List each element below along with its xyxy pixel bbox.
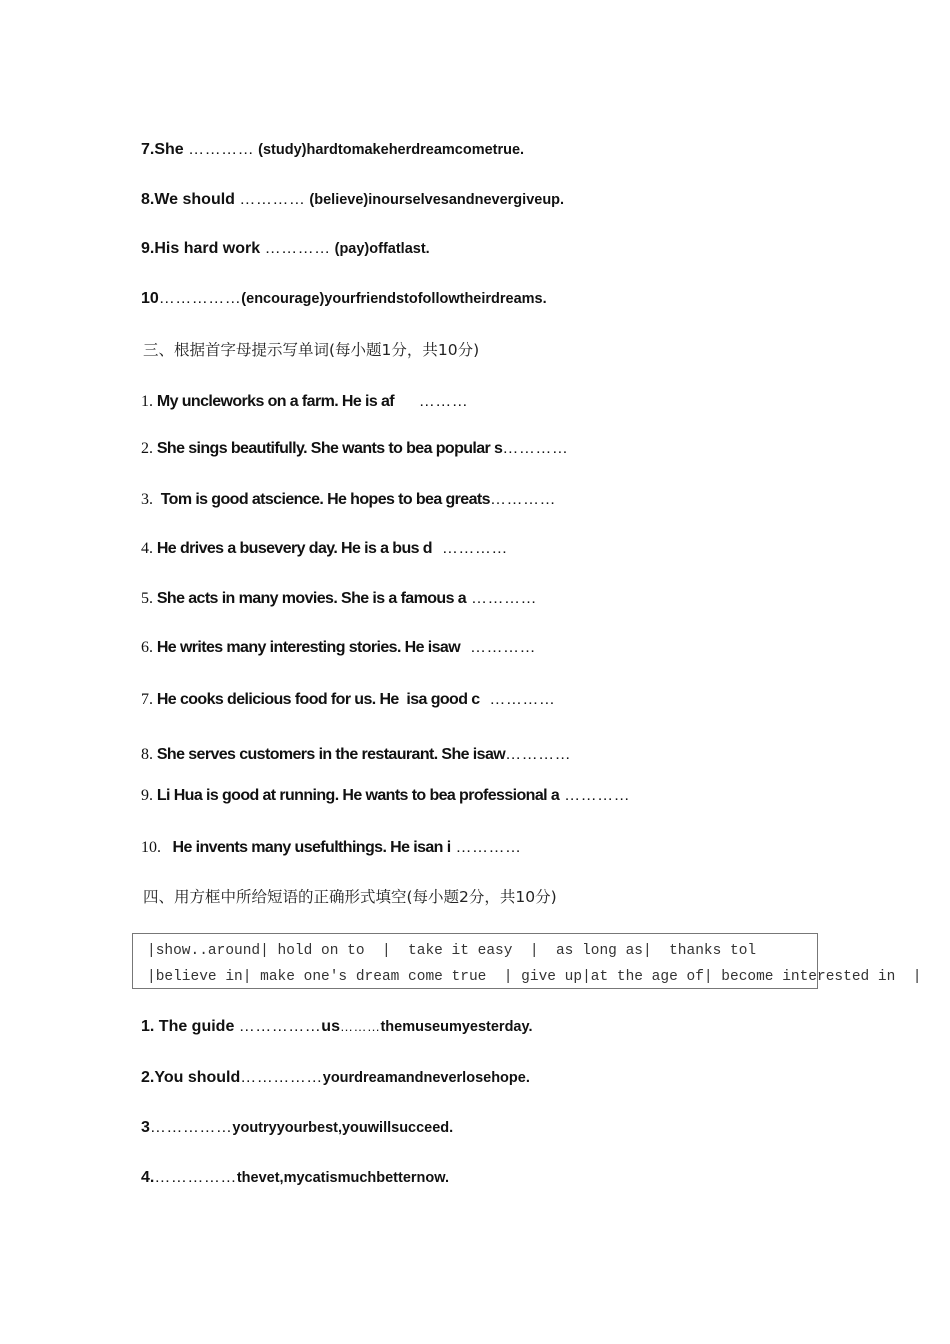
answer-blank[interactable]: …………… bbox=[240, 1069, 323, 1086]
answer-blank[interactable]: ………… bbox=[188, 141, 255, 158]
phrase-item-1: 1. The guide ……………us………themuseumyesterday. bbox=[141, 1018, 533, 1035]
letter-item-4: 4. He drives a busevery day. He is a bus d ………… bbox=[141, 540, 508, 557]
letter-item-7: 7. He cooks delicious food for us. He isa good c ………… bbox=[141, 691, 556, 708]
phrase-item-3: 3……………youtryyourbest,youwillsucceed. bbox=[141, 1119, 454, 1136]
answer-blank[interactable]: ………… bbox=[489, 491, 556, 508]
answer-blank[interactable]: …………… bbox=[238, 1018, 322, 1035]
fill-item-8: 8.We should ………… (believe)inourselvesandnevergiveup. bbox=[141, 191, 565, 208]
answer-blank[interactable]: …………… bbox=[149, 1119, 233, 1136]
letter-item-10: 10. He invents many usefulthings. He isan i ………… bbox=[141, 839, 522, 856]
answer-blank[interactable]: ………… bbox=[264, 240, 331, 257]
answer-blank[interactable]: ………… bbox=[559, 787, 631, 804]
answer-blank[interactable]: ……… bbox=[394, 393, 469, 410]
phrase-item-2: 2.You should……………yourdreamandneverlosehope. bbox=[141, 1069, 530, 1086]
letter-item-9: 9. Li Hua is good at running. He wants to bea professional a ………… bbox=[141, 787, 631, 804]
phrase-box-row-1: |show..around| hold on to | take it easy | as long as| thanks tol bbox=[147, 943, 757, 959]
letter-item-1: 1. My uncleworks on a farm. He is af ……… bbox=[141, 393, 469, 410]
fill-item-7: 7.She ………… (study)hardtomakeherdreamcometrue. bbox=[141, 141, 525, 158]
answer-blank[interactable]: …………… bbox=[158, 290, 242, 307]
answer-blank-2[interactable]: ……… bbox=[339, 1019, 381, 1034]
phrase-box-row-2: |believe in| make one's dream come true | give up|at the age of| become interested in | bbox=[147, 969, 922, 985]
letter-item-3: 3. Tom is good atscience. He hopes to bea greats………… bbox=[141, 491, 556, 508]
answer-blank[interactable]: ………… bbox=[239, 191, 306, 208]
phrase-item-4: 4.……………thevet,mycatismuchbetternow. bbox=[141, 1169, 450, 1186]
fill-item-9: 9.His hard work ………… (pay)offatlast. bbox=[141, 240, 430, 257]
answer-blank[interactable]: ………… bbox=[460, 639, 536, 656]
letter-item-5: 5. She acts in many movies. She is a famous a ………… bbox=[141, 590, 537, 607]
answer-blank[interactable]: ………… bbox=[505, 746, 572, 763]
answer-blank[interactable]: ………… bbox=[479, 691, 556, 708]
answer-blank[interactable]: ………… bbox=[431, 540, 508, 557]
letter-item-6: 6. He writes many interesting stories. He isaw ………… bbox=[141, 639, 536, 656]
answer-blank[interactable]: …………… bbox=[154, 1169, 237, 1186]
letter-item-2: 2. She sings beautifully. She wants to bea popular s………… bbox=[141, 440, 569, 457]
letter-item-8: 8. She serves customers in the restaurant. She isaw………… bbox=[141, 746, 572, 763]
answer-blank[interactable]: ………… bbox=[450, 839, 522, 856]
phrase-box bbox=[132, 933, 922, 989]
answer-blank[interactable]: ………… bbox=[466, 590, 537, 607]
fill-item-10: 10……………(encourage)yourfriendstofollowtheirdreams. bbox=[141, 290, 547, 307]
section3-heading: 三、根据首字母提示写单词(每小题1分，共10分) bbox=[143, 341, 480, 359]
answer-blank[interactable]: ………… bbox=[502, 440, 569, 457]
section4-heading: 四、用方框中所给短语的正确形式填空(每小题2分，共10分) bbox=[143, 888, 557, 906]
